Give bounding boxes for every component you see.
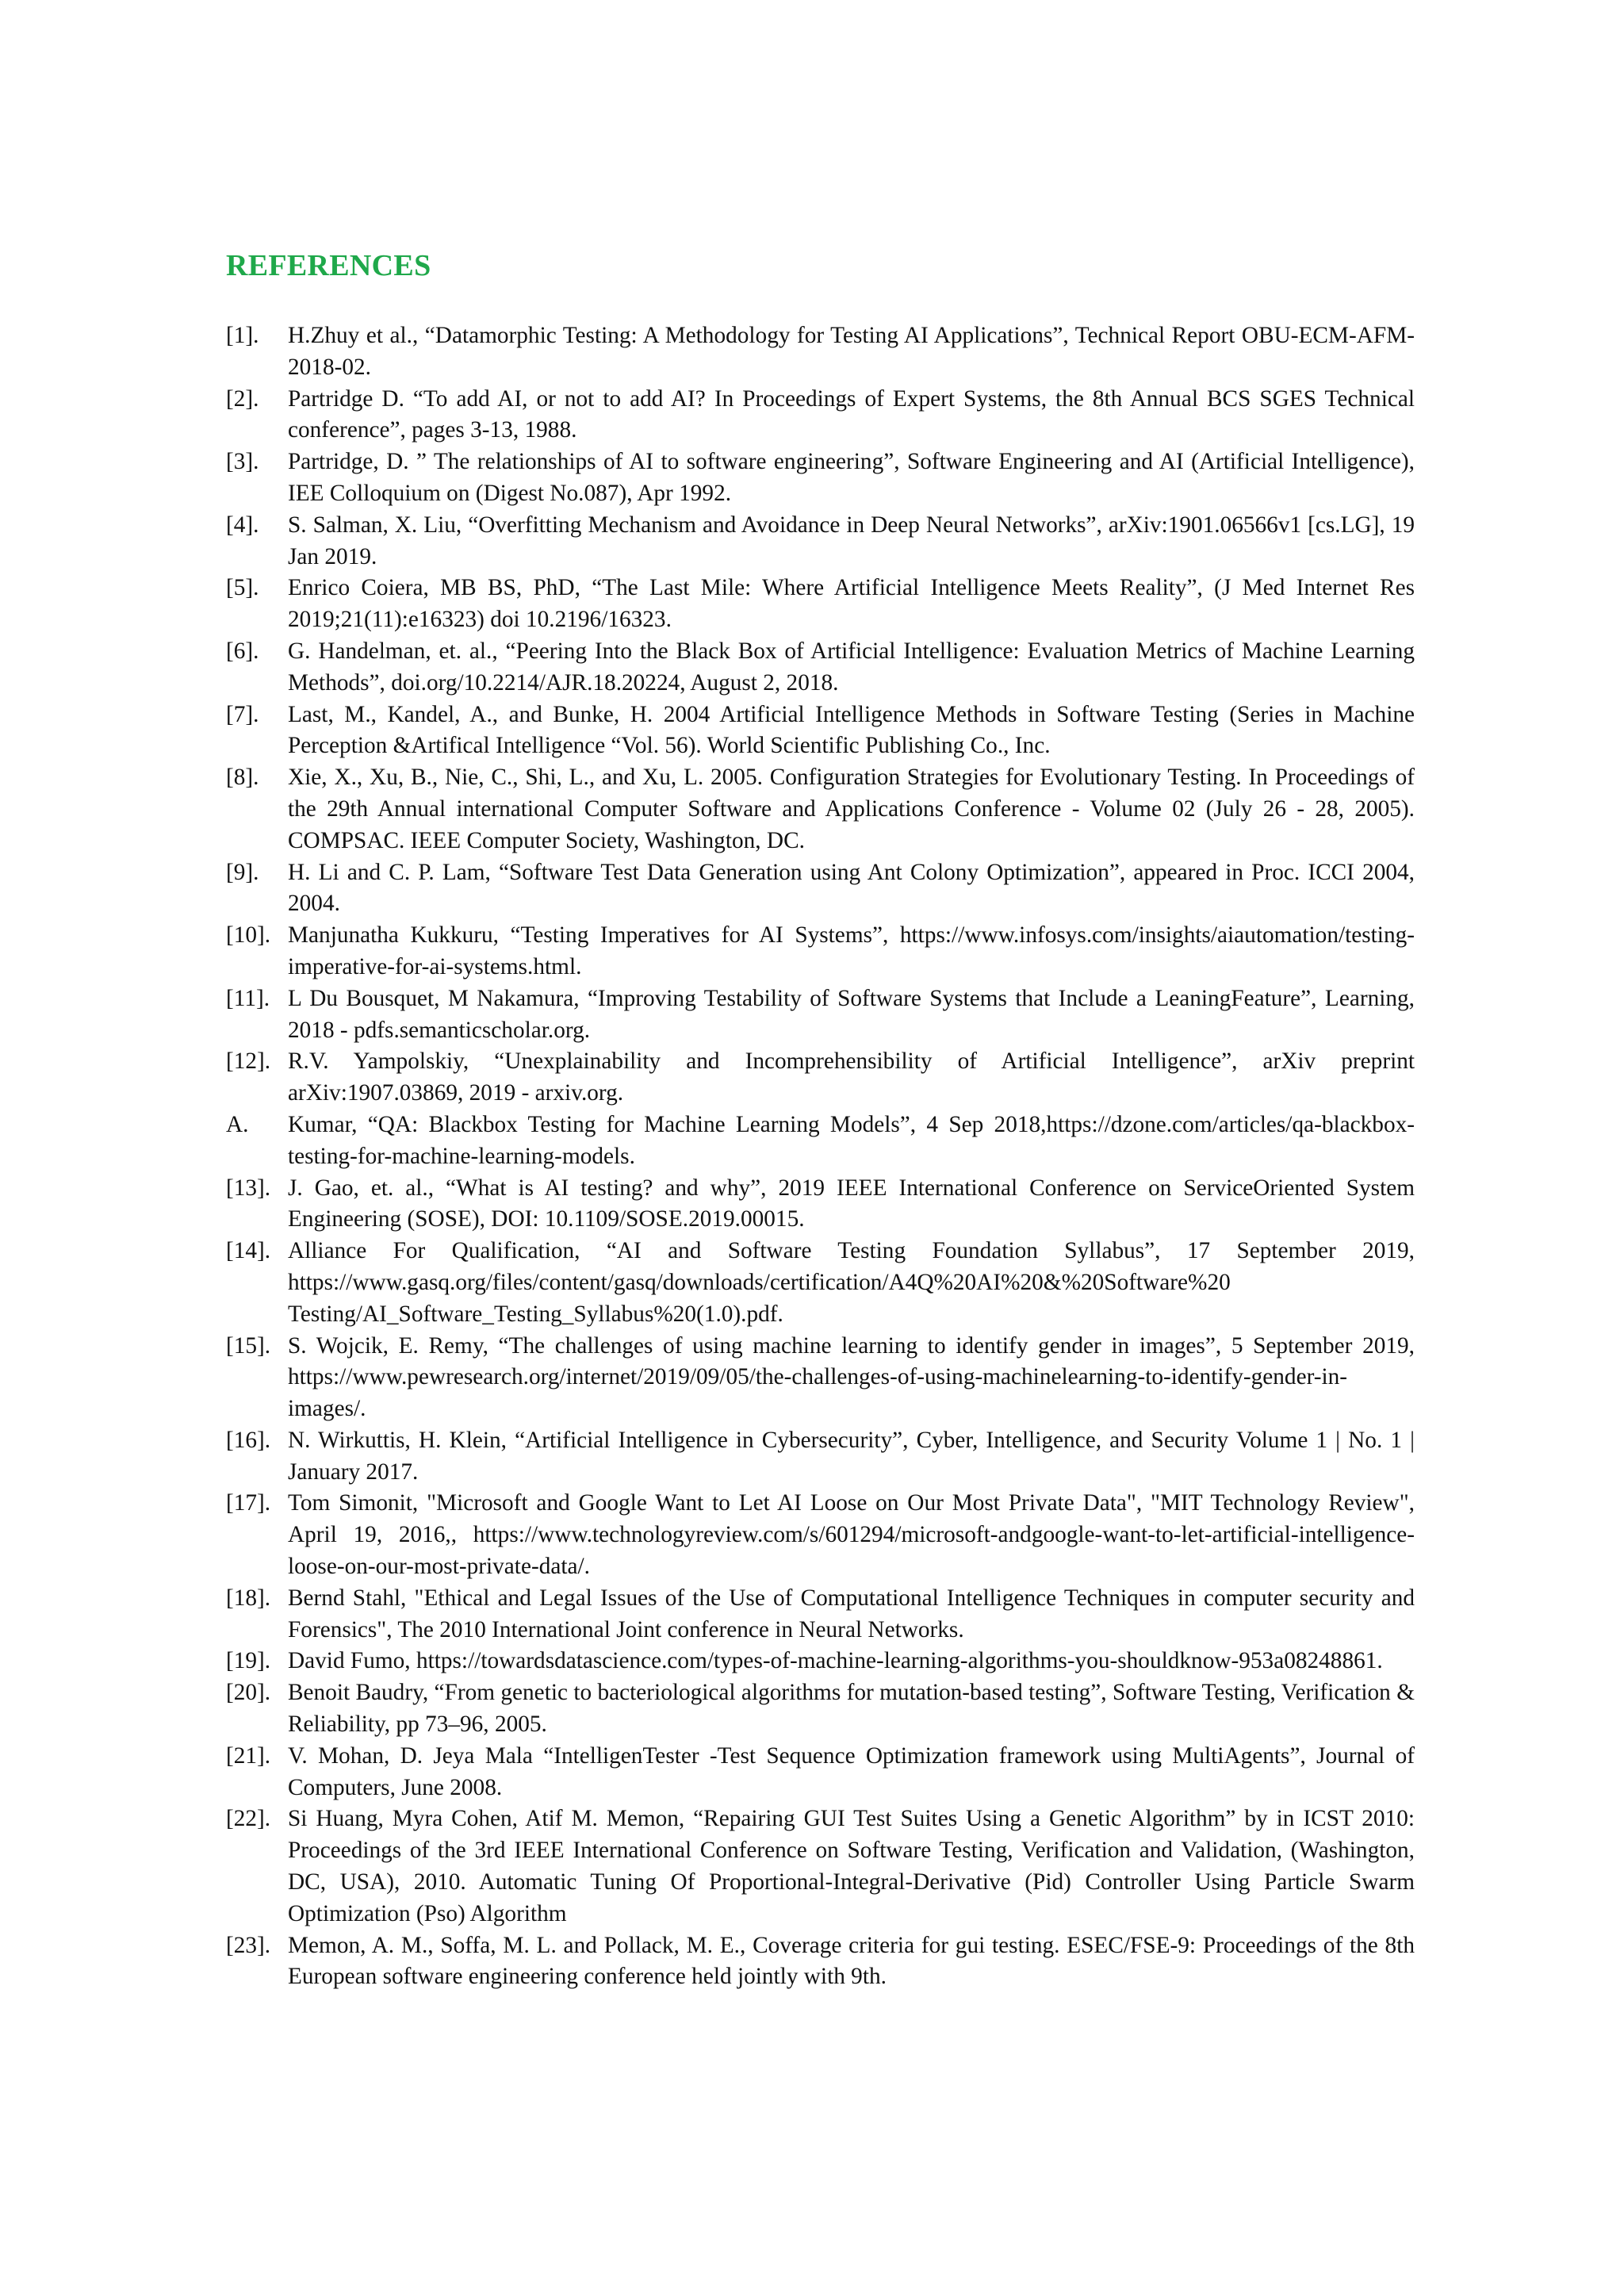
reference-item-5 xyxy=(226,573,1415,636)
reference-number: [18]. xyxy=(226,1585,271,1611)
reference-item-17 xyxy=(226,1425,1415,1489)
reference-number: [11]. xyxy=(226,985,270,1011)
reference-item-22 xyxy=(226,1741,1415,1804)
reference-number: [15]. xyxy=(226,1332,271,1359)
reference-number: [21]. xyxy=(226,1742,271,1769)
reference-item-15 xyxy=(226,1236,1415,1330)
reference-text: Last, M., Kandel, A., and Bunke, H. 2004 Artificial Intelligence Methods in Software Testing (Series in Machine Perception &Artifical Intelligence “Vol. 56). World Scientific Publishing Co., Inc. xyxy=(288,701,1415,759)
reference-number: [13]. xyxy=(226,1175,271,1201)
reference-number: [2]. xyxy=(226,385,259,412)
reference-number: [23]. xyxy=(226,1932,271,1958)
reference-text: S. Salman, X. Liu, “Overfitting Mechanism and Avoidance in Deep Neural Networks”, arXiv:1901.06566v1 [cs.LG], 19 Jan 2019. xyxy=(288,512,1415,569)
reference-number: [20]. xyxy=(226,1680,271,1706)
reference-item-9 xyxy=(226,857,1415,921)
reference-text: H.Zhuy et al., “Datamorphic Testing: A Methodology for Testing AI Applications”, Technical Report OBU-ECM-AFM-2018-02. xyxy=(288,323,1415,380)
reference-item-7 xyxy=(226,700,1415,763)
reference-item-21 xyxy=(226,1677,1415,1741)
reference-item-4 xyxy=(226,510,1415,573)
reference-item-14 xyxy=(226,1173,1415,1236)
reference-item-2 xyxy=(226,384,1415,447)
reference-text: V. Mohan, D. Jeya Mala “IntelligenTester -Test Sequence Optimization framework using MultiAgents”, Journal of Computers, June 2008. xyxy=(288,1742,1415,1800)
reference-list xyxy=(226,320,1415,1993)
reference-item-19 xyxy=(226,1583,1415,1646)
reference-number: [6]. xyxy=(226,638,259,664)
reference-number: [14]. xyxy=(226,1238,271,1264)
reference-number: A. xyxy=(226,1111,249,1137)
reference-text: G. Handelman, et. al., “Peering Into the Black Box of Artificial Intelligence: Evaluation Metrics of Machine Learning Methods”, doi.org/10.2214/AJR.18.20224, August 2, 2018. xyxy=(288,638,1415,696)
reference-text: Bernd Stahl, "Ethical and Legal Issues of the Use of Computational Intelligence Techniques in computer security and Forensics", The 2010 International Joint conference in Neural Networks. xyxy=(288,1585,1415,1642)
reference-item-18 xyxy=(226,1488,1415,1582)
reference-text: Alliance For Qualification, “AI and Software Testing Foundation Syllabus”, 17 September 2019, https://www.gasq.org/files/content/gasq/downloads/certification/A4Q%20AI%20&%20Software%20 Testing/AI_Software_Testing_Syllabus%20(1.0).pdf. xyxy=(288,1238,1415,1327)
reference-number: [10]. xyxy=(226,922,271,949)
reference-text: Manjunatha Kukkuru, “Testing Imperatives for AI Systems”, https://www.infosys.com/insights/aiautomation/testing-imperative-for-ai-systems.html. xyxy=(288,922,1415,979)
reference-number: [5]. xyxy=(226,575,259,601)
reference-text: Partridge D. “To add AI, or not to add AI? In Proceedings of Expert Systems, the 8th Annual BCS SGES Technical conference”, pages 3-13, 1988. xyxy=(288,385,1415,443)
reference-number: [16]. xyxy=(226,1427,271,1453)
reference-item-16 xyxy=(226,1331,1415,1425)
reference-number: [9]. xyxy=(226,859,259,885)
reference-item-6 xyxy=(226,636,1415,700)
reference-number: [3]. xyxy=(226,449,259,475)
reference-item-12 xyxy=(226,1046,1415,1110)
reference-text: L Du Bousquet, M Nakamura, “Improving Testability of Software Systems that Include a LeaningFeature”, Learning, 2018 - pdfs.semanticscholar.org. xyxy=(288,985,1415,1043)
reference-text: Benoit Baudry, “From genetic to bacteriological algorithms for mutation-based testing”, Software Testing, Verification & Reliability, pp 73–96, 2005. xyxy=(288,1680,1415,1738)
reference-item-13 xyxy=(226,1110,1415,1173)
reference-item-10 xyxy=(226,920,1415,983)
reference-text: J. Gao, et. al., “What is AI testing? and why”, 2019 IEEE International Conference on ServiceOriented System Engineering (SOSE), DOI: 10.1109/SOSE.2019.00015. xyxy=(288,1175,1415,1232)
reference-number: [19]. xyxy=(226,1648,271,1674)
reference-number: [22]. xyxy=(226,1806,271,1832)
reference-text: N. Wirkuttis, H. Klein, “Artificial Intelligence in Cybersecurity”, Cyber, Intelligence, and Security Volume 1 | No. 1 | January 2017. xyxy=(288,1427,1415,1485)
reference-text: Si Huang, Myra Cohen, Atif M. Memon, “Repairing GUI Test Suites Using a Genetic Algorithm” by in ICST 2010: Proceedings of the 3rd IEEE International Conference on Software Testing, Verification and Validation, (Washington, DC, USA), 2010. Automatic Tuning Of Proportional-Integral-Derivative (Pid) Controller Using Particle Swarm Optimization (Pso) Algorithm xyxy=(288,1806,1415,1926)
reference-item-1 xyxy=(226,320,1415,384)
reference-item-20 xyxy=(226,1646,1415,1677)
reference-text: Enrico Coiera, MB BS, PhD, “The Last Mile: Where Artificial Intelligence Meets Reality”, (J Med Internet Res 2019;21(11):e16323) doi 10.2196/16323. xyxy=(288,575,1415,633)
reference-text: Tom Simonit, "Microsoft and Google Want to Let AI Loose on Our Most Private Data", "MIT Technology Review", April 19, 2016,, https://www.technologyreview.com/s/601294/microsoft-andgoogle-want-to-let-artificial-intelligence-loose-on-our-most-private-data/. xyxy=(288,1490,1415,1580)
reference-text: Kumar, “QA: Blackbox Testing for Machine Learning Models”, 4 Sep 2018,https://dzone.com/articles/qa-blackbox-testing-for-machine-learning-models. xyxy=(288,1111,1415,1169)
reference-text: H. Li and C. P. Lam, “Software Test Data Generation using Ant Colony Optimization”, appeared in Proc. ICCI 2004, 2004. xyxy=(288,859,1415,917)
reference-number: [1]. xyxy=(226,323,259,348)
reference-item-11 xyxy=(226,983,1415,1047)
reference-item-3 xyxy=(226,447,1415,510)
reference-text: David Fumo, https://towardsdatascience.com/types-of-machine-learning-algorithms-you-shouldknow-953a08248861. xyxy=(288,1648,1383,1674)
reference-text: S. Wojcik, E. Remy, “The challenges of using machine learning to identify gender in images”, 5 September 2019, https://www.pewresearch.org/internet/2019/09/05/the-challenges-of-using-machinelearning-to-identify-gender-in-images/. xyxy=(288,1332,1415,1422)
references-heading: REFERENCES xyxy=(226,249,431,282)
reference-text: R.V. Yampolskiy, “Unexplainability and Incomprehensibility of Artificial Intelligence”, arXiv preprint arXiv:1907.03869, 2019 - arxiv.org. xyxy=(288,1048,1415,1106)
reference-item-24 xyxy=(226,1930,1415,1994)
reference-text: Xie, X., Xu, B., Nie, C., Shi, L., and Xu, L. 2005. Configuration Strategies for Evolutionary Testing. In Proceedings of the 29th Annual international Computer Software and Applications Conference - Volume 02 (July 26 - 28, 2005). COMPSAC. IEEE Computer Society, Washington, DC. xyxy=(288,765,1415,853)
reference-text: Partridge, D. ” The relationships of AI to software engineering”, Software Engineering and AI (Artificial Intelligence), IEE Colloquium on (Digest No.087), Apr 1992. xyxy=(288,449,1415,506)
reference-number: [17]. xyxy=(226,1490,271,1516)
reference-text: Memon, A. M., Soffa, M. L. and Pollack, M. E., Coverage criteria for gui testing. ESEC/FSE-9: Proceedings of the 8th European software engineering conference held jointly with 9th. xyxy=(288,1932,1415,1990)
reference-number: [8]. xyxy=(226,765,259,791)
reference-number: [12]. xyxy=(226,1048,271,1075)
reference-item-8 xyxy=(226,762,1415,857)
reference-number: [7]. xyxy=(226,701,259,727)
reference-item-23 xyxy=(226,1803,1415,1930)
reference-number: [4]. xyxy=(226,512,259,538)
